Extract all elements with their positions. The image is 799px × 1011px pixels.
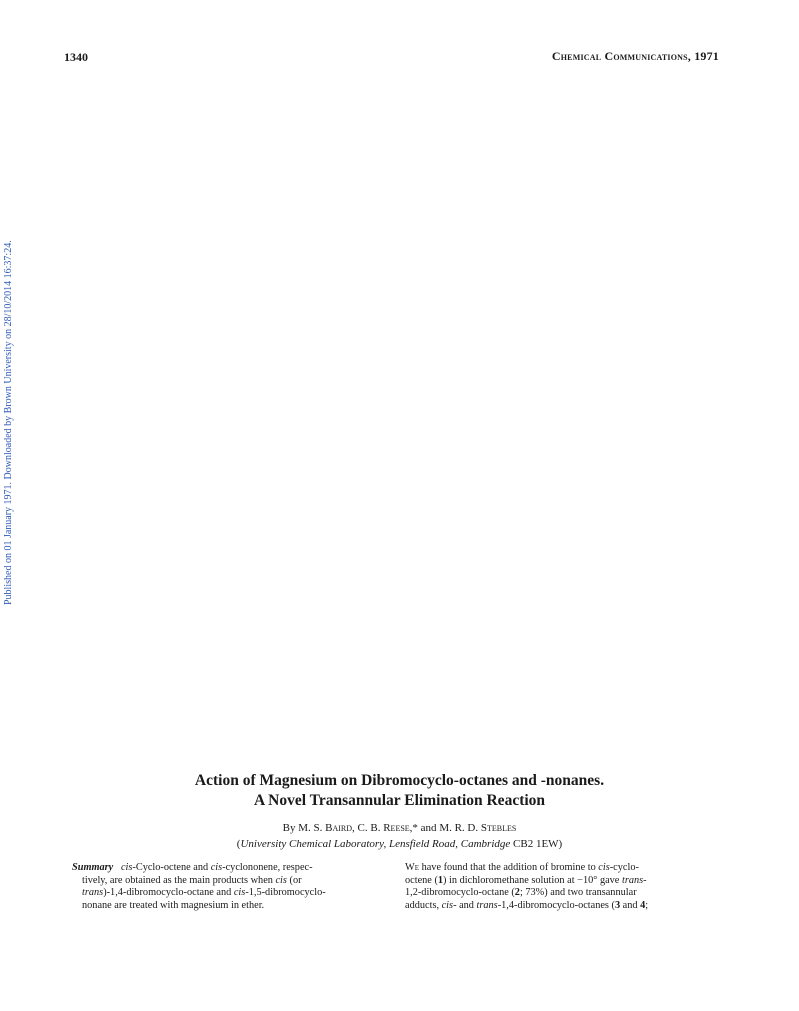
byline-and: and (420, 822, 437, 834)
body-text: - and (453, 899, 477, 911)
summary-line (72, 887, 390, 900)
author-baird: M. S. Baird, (298, 822, 355, 834)
summary-column (72, 862, 390, 912)
summary-text: cis (210, 862, 223, 873)
body-text: cis (441, 899, 454, 911)
body-text: ) in dichloromethane solution at −10° gave (443, 874, 622, 886)
compound-number: 1 (437, 874, 444, 886)
journal-year: 1971 (694, 49, 719, 63)
summary-line (72, 875, 390, 888)
body-text: We (405, 862, 419, 873)
compound-number: 2 (514, 887, 520, 899)
summary-label: Summary (72, 862, 114, 873)
article-title-line-1: Action of Magnesium on Dibromocyclo-octanes and -nonanes. (194, 772, 605, 789)
affil-open: ( (236, 838, 241, 850)
summary-text: (or (286, 874, 302, 886)
body-text: -dibromocyclo-octanes ( (514, 899, 615, 911)
summary-text: trans (82, 887, 104, 899)
summary-text: cis (120, 862, 133, 873)
body-line (405, 862, 727, 875)
journal-name: Chemical Communications, (551, 49, 691, 63)
body-text: trans (476, 899, 498, 911)
summary-line (72, 862, 390, 875)
affil-lab: University Chemical Laboratory, (240, 838, 387, 850)
body-line (405, 875, 727, 888)
download-watermark: Published on 01 January 1971. Downloaded by Brown University on 28/10/2014 16:37:24. (3, 240, 14, 605)
journal-header (552, 49, 719, 64)
summary-text: -Cyclo-octene and (132, 862, 211, 873)
summary-text: -cyclononene, respec- (222, 862, 313, 873)
body-text: cis (598, 862, 610, 873)
body-text: have found that the addition of bromine to (419, 862, 599, 873)
body-text: octene ( (405, 874, 438, 886)
article-title-line-2: A Novel Transannular Elimination Reaction (253, 792, 546, 809)
body-text: 1,2 (405, 887, 418, 899)
byline-by: By (282, 822, 296, 834)
author-stebles: M. R. D. Stebles (439, 822, 517, 834)
affil-postcode: CB2 1EW) (513, 838, 563, 850)
summary-text: -dibromocyclo- (261, 887, 326, 899)
body-text: adducts, (405, 899, 442, 911)
body-text: ; (645, 899, 649, 911)
body-line (405, 900, 727, 913)
compound-number: 4 (640, 899, 646, 911)
body-text: ; 73%) and two transannular (519, 887, 637, 899)
summary-line: nonane are treated with magnesium in ether. (82, 899, 265, 911)
summary-text: cis (233, 887, 246, 899)
body-text: and (620, 899, 641, 911)
body-text: -1,4 (497, 899, 515, 911)
summary-text: -1,5 (245, 887, 262, 899)
affiliation (0, 838, 799, 850)
affil-city: Cambridge (460, 838, 511, 850)
summary-text: tively, are obtained as the main products when (82, 874, 276, 886)
body-text: -dibromocyclo-octane ( (417, 887, 515, 899)
summary-text: -dibromocyclo-octane and (122, 887, 234, 899)
body-text: - (643, 874, 647, 886)
compound-number: 3 (614, 899, 621, 911)
affil-road: Lensfield Road, (388, 838, 459, 850)
body-text: -cyclo- (609, 862, 639, 873)
author-byline (0, 822, 799, 834)
body-column (405, 862, 727, 912)
author-reese: C. B. Reese,* (357, 822, 418, 834)
page-number: 1340 (64, 50, 88, 64)
body-line (405, 887, 727, 900)
summary-text: )-1,4 (103, 887, 123, 899)
summary-text: cis (275, 874, 287, 886)
body-text: trans (621, 874, 644, 886)
